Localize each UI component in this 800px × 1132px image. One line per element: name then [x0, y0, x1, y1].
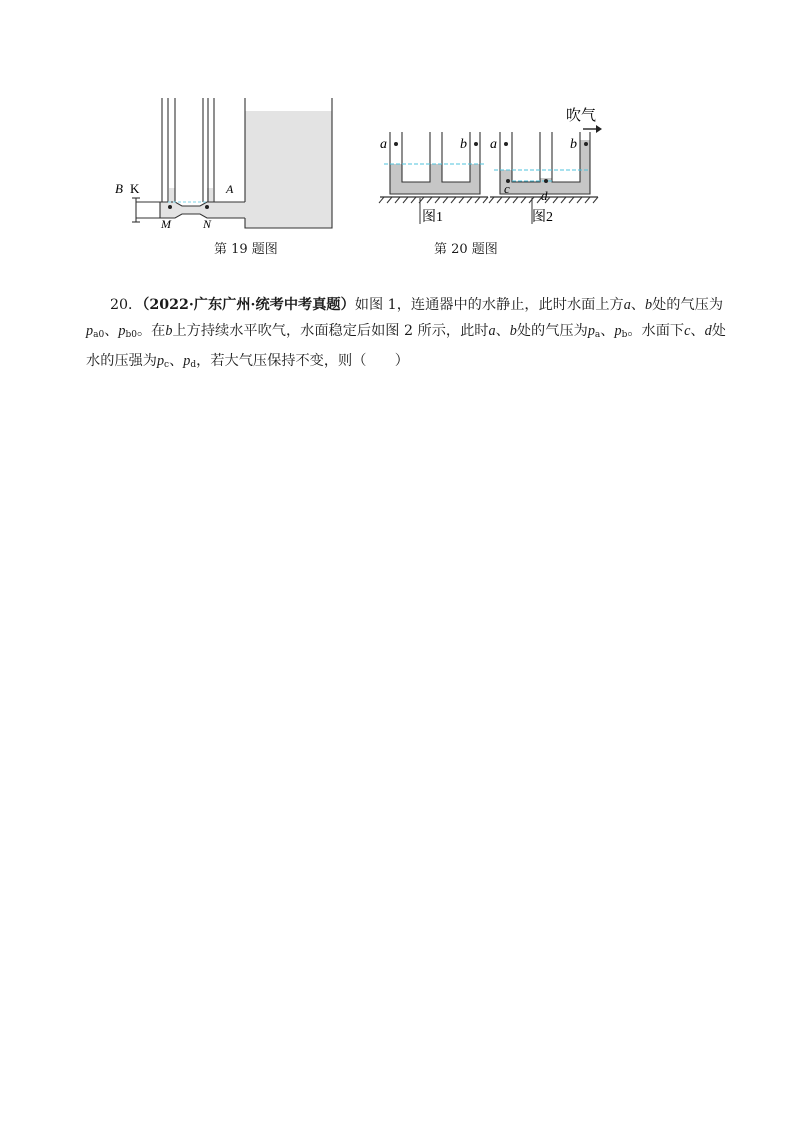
label-n: N — [203, 217, 212, 231]
var-a: a — [623, 297, 631, 313]
q-text-2: 、 — [630, 297, 645, 313]
p1-label-b: b — [460, 137, 467, 152]
q-text-13: 、 — [169, 353, 184, 369]
q-text-11: 、 — [690, 323, 705, 339]
p-b-sub: b — [621, 330, 628, 340]
p-a0: p — [86, 323, 94, 339]
q-text-8: 处的气压为 — [516, 323, 588, 339]
p-b0-sub: b0 — [125, 330, 137, 340]
p2-label-c: c — [504, 181, 510, 196]
figure-20-caption: 第 20 题图 — [434, 242, 498, 257]
figure-19 — [100, 90, 340, 250]
p-a-sub: a — [594, 330, 601, 340]
p-a0-sub: a0 — [93, 330, 105, 340]
p-c: p — [156, 353, 165, 369]
label-k: K — [130, 181, 140, 196]
p-d: p — [183, 353, 191, 369]
label-a: A — [226, 182, 234, 196]
blow-label: 吹气 — [566, 108, 597, 124]
p2-figure-label: 图2 — [532, 210, 553, 225]
question-20 — [86, 292, 726, 378]
arrow-icon — [596, 125, 602, 133]
p2-label-d: d — [541, 188, 548, 203]
panel-1 — [379, 132, 488, 225]
figure-20 — [376, 102, 606, 232]
var-a-2: a — [488, 323, 496, 339]
point-m-dot — [168, 205, 172, 209]
question-source: （2022·广东广州·统考中考真题） — [142, 297, 355, 313]
q-text-7: 、 — [495, 323, 510, 339]
question-number: 20． — [110, 297, 143, 313]
var-c: c — [684, 323, 691, 339]
q-text-6: 上方持续水平吹气，水面稳定后如图 2 所示，此时 — [172, 323, 489, 339]
p2-label-b: b — [570, 137, 577, 152]
q-text-5: 。在 — [136, 323, 166, 339]
q-text-9: 、 — [600, 323, 615, 339]
panel-2 — [489, 107, 602, 225]
var-b-2: b — [165, 323, 173, 339]
p-b0: p — [118, 323, 126, 339]
p2-label-a: a — [490, 137, 497, 152]
label-b: B — [115, 181, 123, 196]
var-d: d — [704, 323, 712, 339]
tank-water — [245, 111, 332, 228]
p-b: p — [614, 323, 622, 339]
q-text-12: 处水的压强为 — [86, 323, 726, 369]
q-text-3: 处的气压为 — [652, 297, 724, 313]
p-d-sub: d — [190, 360, 197, 370]
p-a: p — [587, 323, 595, 339]
var-b-3: b — [509, 323, 517, 339]
figure-19-caption: 第 19 题图 — [214, 242, 278, 257]
q-text-4: 、 — [104, 323, 119, 339]
p1-figure-label: 图1 — [422, 210, 443, 225]
label-m: M — [161, 217, 171, 231]
q-text-10: 。水面下 — [627, 323, 685, 339]
var-b: b — [645, 297, 653, 313]
p1-label-a: a — [380, 137, 387, 152]
p-c-sub: c — [164, 360, 170, 370]
q-text-14: ，若大气压保持不变，则（ ） — [196, 353, 409, 369]
point-n-dot — [205, 205, 209, 209]
q-text-1: 如图 1，连通器中的水静止，此时水面上方 — [354, 297, 624, 313]
